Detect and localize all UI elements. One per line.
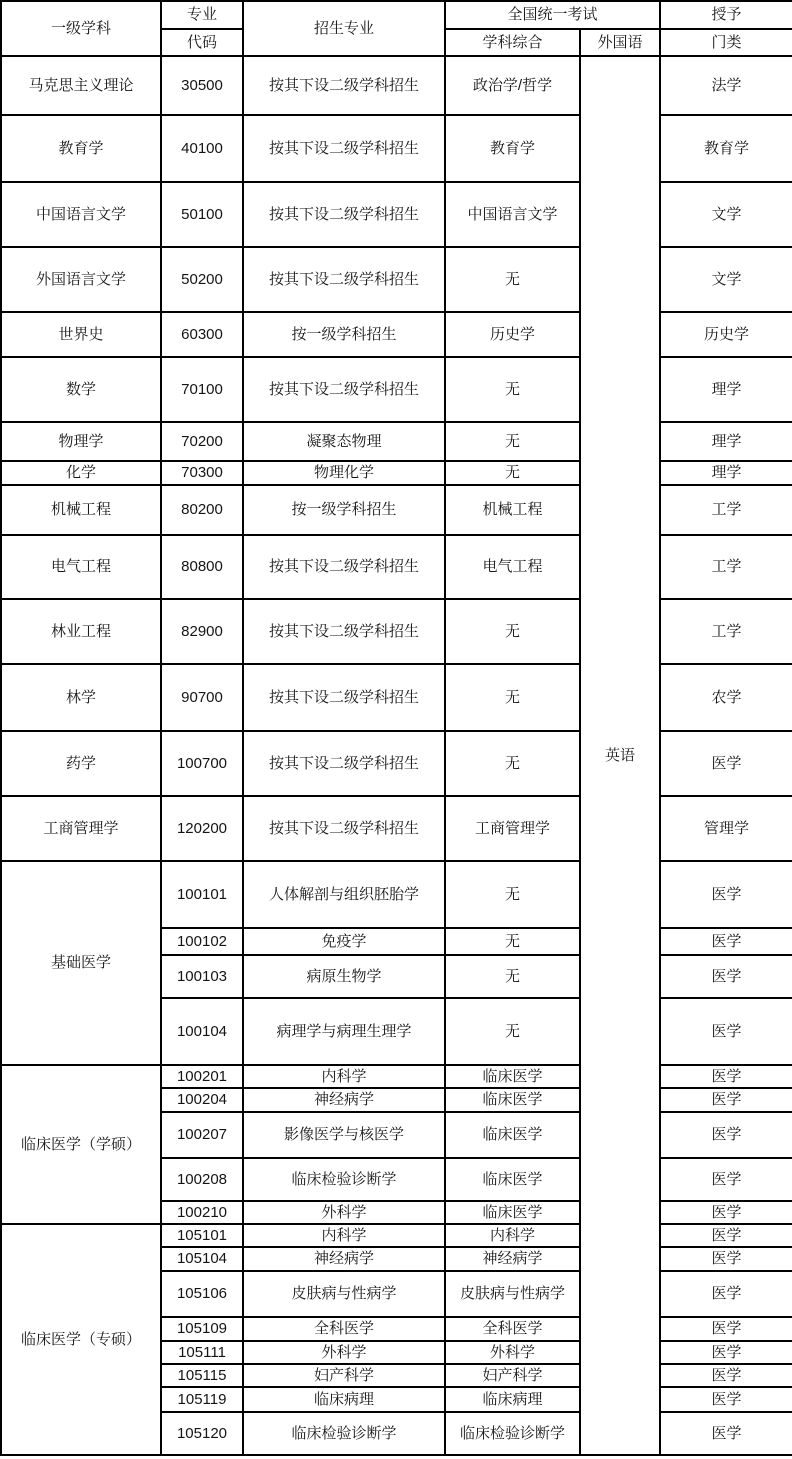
table-row <box>1 1224 792 1247</box>
discipline-cell: 化学 <box>1 461 161 485</box>
code-cell: 105111 <box>161 1341 243 1364</box>
discipline-cell: 林学 <box>1 664 161 731</box>
major-cell: 物理化学 <box>243 461 445 485</box>
major-cell: 临床病理 <box>243 1387 445 1412</box>
header-code-bottom: 代码 <box>161 29 243 56</box>
major-cell: 皮肤病与性病学 <box>243 1271 445 1317</box>
discipline-cell: 中国语言文学 <box>1 182 161 247</box>
table-row <box>1 115 792 182</box>
degree-cell: 管理学 <box>660 796 792 861</box>
major-cell: 影像医学与核医学 <box>243 1112 445 1158</box>
degree-cell: 历史学 <box>660 312 792 357</box>
code-cell: 105104 <box>161 1247 243 1271</box>
header-degree-top: 授予 <box>660 1 792 29</box>
degree-cell: 医学 <box>660 1341 792 1364</box>
degree-cell: 医学 <box>660 1412 792 1455</box>
code-cell: 80200 <box>161 485 243 535</box>
subject-exam-cell: 无 <box>445 998 580 1065</box>
discipline-cell: 机械工程 <box>1 485 161 535</box>
table-row <box>1 56 792 115</box>
degree-cell: 医学 <box>660 1088 792 1112</box>
degree-cell: 医学 <box>660 1271 792 1317</box>
major-cell: 病理学与病理生理学 <box>243 998 445 1065</box>
major-cell: 内科学 <box>243 1224 445 1247</box>
subject-exam-cell: 无 <box>445 461 580 485</box>
degree-cell: 医学 <box>660 1387 792 1412</box>
subject-exam-cell: 皮肤病与性病学 <box>445 1271 580 1317</box>
subject-exam-cell: 临床病理 <box>445 1387 580 1412</box>
table-row <box>1 357 792 422</box>
table-header <box>1 1 792 56</box>
subject-exam-cell: 内科学 <box>445 1224 580 1247</box>
degree-cell: 理学 <box>660 357 792 422</box>
subject-exam-cell: 历史学 <box>445 312 580 357</box>
table-row <box>1 485 792 535</box>
subject-exam-cell: 无 <box>445 731 580 796</box>
degree-cell: 医学 <box>660 1158 792 1201</box>
subject-exam-cell: 工商管理学 <box>445 796 580 861</box>
major-cell: 按其下设二级学科招生 <box>243 357 445 422</box>
code-cell: 100700 <box>161 731 243 796</box>
subject-exam-cell: 无 <box>445 664 580 731</box>
header-foreign-language: 外国语 <box>580 29 660 56</box>
table-row <box>1 247 792 312</box>
discipline-cell: 外国语言文学 <box>1 247 161 312</box>
subject-exam-cell: 教育学 <box>445 115 580 182</box>
table-row <box>1 461 792 485</box>
degree-cell: 医学 <box>660 1364 792 1387</box>
degree-cell: 医学 <box>660 1201 792 1224</box>
major-cell: 妇产科学 <box>243 1364 445 1387</box>
code-cell: 105119 <box>161 1387 243 1412</box>
degree-cell: 工学 <box>660 599 792 664</box>
degree-cell: 医学 <box>660 1317 792 1341</box>
code-cell: 105109 <box>161 1317 243 1341</box>
major-cell: 外科学 <box>243 1201 445 1224</box>
header-subject-comprehensive: 学科综合 <box>445 29 580 56</box>
subject-exam-cell: 无 <box>445 422 580 461</box>
major-cell: 按其下设二级学科招生 <box>243 56 445 115</box>
code-cell: 100210 <box>161 1201 243 1224</box>
subject-exam-cell: 电气工程 <box>445 535 580 599</box>
discipline-cell: 基础医学 <box>1 861 161 1065</box>
discipline-cell: 马克思主义理论 <box>1 56 161 115</box>
major-cell: 按一级学科招生 <box>243 312 445 357</box>
major-cell: 按其下设二级学科招生 <box>243 731 445 796</box>
code-cell: 90700 <box>161 664 243 731</box>
table-row <box>1 535 792 599</box>
table-row <box>1 182 792 247</box>
degree-cell: 工学 <box>660 535 792 599</box>
major-cell: 按其下设二级学科招生 <box>243 599 445 664</box>
subject-exam-cell: 无 <box>445 861 580 928</box>
header-row-1 <box>1 1 792 29</box>
discipline-cell: 药学 <box>1 731 161 796</box>
degree-cell: 医学 <box>660 731 792 796</box>
discipline-cell: 工商管理学 <box>1 796 161 861</box>
header-national-exam: 全国统一考试 <box>445 1 660 29</box>
subject-exam-cell: 临床医学 <box>445 1112 580 1158</box>
code-cell: 40100 <box>161 115 243 182</box>
code-cell: 100208 <box>161 1158 243 1201</box>
subject-exam-cell: 临床医学 <box>445 1065 580 1088</box>
degree-cell: 医学 <box>660 955 792 998</box>
code-cell: 105120 <box>161 1412 243 1455</box>
major-cell: 按其下设二级学科招生 <box>243 247 445 312</box>
code-cell: 50200 <box>161 247 243 312</box>
subject-exam-cell: 中国语言文学 <box>445 182 580 247</box>
major-cell: 凝聚态物理 <box>243 422 445 461</box>
degree-cell: 理学 <box>660 422 792 461</box>
code-cell: 100104 <box>161 998 243 1065</box>
degree-cell: 文学 <box>660 247 792 312</box>
table-row <box>1 796 792 861</box>
header-degree-bottom: 门类 <box>660 29 792 56</box>
code-cell: 80800 <box>161 535 243 599</box>
subject-exam-cell: 无 <box>445 357 580 422</box>
header-code-top: 专业 <box>161 1 243 29</box>
discipline-cell: 世界史 <box>1 312 161 357</box>
degree-cell: 医学 <box>660 928 792 955</box>
code-cell: 60300 <box>161 312 243 357</box>
discipline-cell: 数学 <box>1 357 161 422</box>
subject-exam-cell: 临床医学 <box>445 1088 580 1112</box>
table-row <box>1 664 792 731</box>
code-cell: 30500 <box>161 56 243 115</box>
major-cell: 按其下设二级学科招生 <box>243 664 445 731</box>
major-cell: 临床检验诊断学 <box>243 1158 445 1201</box>
major-cell: 全科医学 <box>243 1317 445 1341</box>
discipline-cell: 电气工程 <box>1 535 161 599</box>
major-cell: 外科学 <box>243 1341 445 1364</box>
table-row <box>1 599 792 664</box>
subject-exam-cell: 无 <box>445 599 580 664</box>
table-row <box>1 861 792 928</box>
subject-exam-cell: 临床医学 <box>445 1201 580 1224</box>
major-cell: 临床检验诊断学 <box>243 1412 445 1455</box>
code-cell: 100201 <box>161 1065 243 1088</box>
table-row <box>1 422 792 461</box>
degree-cell: 教育学 <box>660 115 792 182</box>
major-cell: 按其下设二级学科招生 <box>243 182 445 247</box>
degree-cell: 文学 <box>660 182 792 247</box>
major-cell: 神经病学 <box>243 1247 445 1271</box>
degree-cell: 医学 <box>660 1065 792 1088</box>
header-discipline: 一级学科 <box>1 1 161 56</box>
major-cell: 按一级学科招生 <box>243 485 445 535</box>
code-cell: 100103 <box>161 955 243 998</box>
degree-cell: 工学 <box>660 485 792 535</box>
discipline-cell: 临床医学（学硕） <box>1 1065 161 1224</box>
major-cell: 按其下设二级学科招生 <box>243 535 445 599</box>
discipline-cell: 林业工程 <box>1 599 161 664</box>
foreign-language-cell: 英语 <box>580 56 660 1455</box>
subject-exam-cell: 外科学 <box>445 1341 580 1364</box>
discipline-cell: 物理学 <box>1 422 161 461</box>
code-cell: 50100 <box>161 182 243 247</box>
subject-exam-cell: 机械工程 <box>445 485 580 535</box>
code-cell: 82900 <box>161 599 243 664</box>
major-cell: 按其下设二级学科招生 <box>243 796 445 861</box>
degree-cell: 医学 <box>660 861 792 928</box>
degree-cell: 医学 <box>660 998 792 1065</box>
major-cell: 按其下设二级学科招生 <box>243 115 445 182</box>
code-cell: 120200 <box>161 796 243 861</box>
discipline-cell: 临床医学（专硕） <box>1 1224 161 1455</box>
degree-cell: 医学 <box>660 1247 792 1271</box>
degree-cell: 医学 <box>660 1224 792 1247</box>
code-cell: 70100 <box>161 357 243 422</box>
code-cell: 100101 <box>161 861 243 928</box>
degree-cell: 医学 <box>660 1112 792 1158</box>
degree-cell: 理学 <box>660 461 792 485</box>
major-cell: 内科学 <box>243 1065 445 1088</box>
code-cell: 70300 <box>161 461 243 485</box>
code-cell: 105115 <box>161 1364 243 1387</box>
code-cell: 70200 <box>161 422 243 461</box>
table-row <box>1 312 792 357</box>
code-cell: 100204 <box>161 1088 243 1112</box>
discipline-cell: 教育学 <box>1 115 161 182</box>
code-cell: 100207 <box>161 1112 243 1158</box>
subject-exam-cell: 临床医学 <box>445 1158 580 1201</box>
subject-exam-cell: 无 <box>445 247 580 312</box>
subject-exam-cell: 政治学/哲学 <box>445 56 580 115</box>
subject-exam-cell: 无 <box>445 928 580 955</box>
subject-exam-cell: 临床检验诊断学 <box>445 1412 580 1455</box>
table-body <box>1 56 792 1455</box>
major-cell: 人体解剖与组织胚胎学 <box>243 861 445 928</box>
code-cell: 105101 <box>161 1224 243 1247</box>
major-cell: 免疫学 <box>243 928 445 955</box>
code-cell: 105106 <box>161 1271 243 1317</box>
subject-exam-cell: 神经病学 <box>445 1247 580 1271</box>
code-cell: 100102 <box>161 928 243 955</box>
header-major: 招生专业 <box>243 1 445 56</box>
degree-cell: 法学 <box>660 56 792 115</box>
major-cell: 神经病学 <box>243 1088 445 1112</box>
degree-cell: 农学 <box>660 664 792 731</box>
subject-exam-cell: 妇产科学 <box>445 1364 580 1387</box>
subject-exam-cell: 无 <box>445 955 580 998</box>
table-row <box>1 731 792 796</box>
major-cell: 病原生物学 <box>243 955 445 998</box>
subject-exam-cell: 全科医学 <box>445 1317 580 1341</box>
table-row <box>1 1065 792 1088</box>
